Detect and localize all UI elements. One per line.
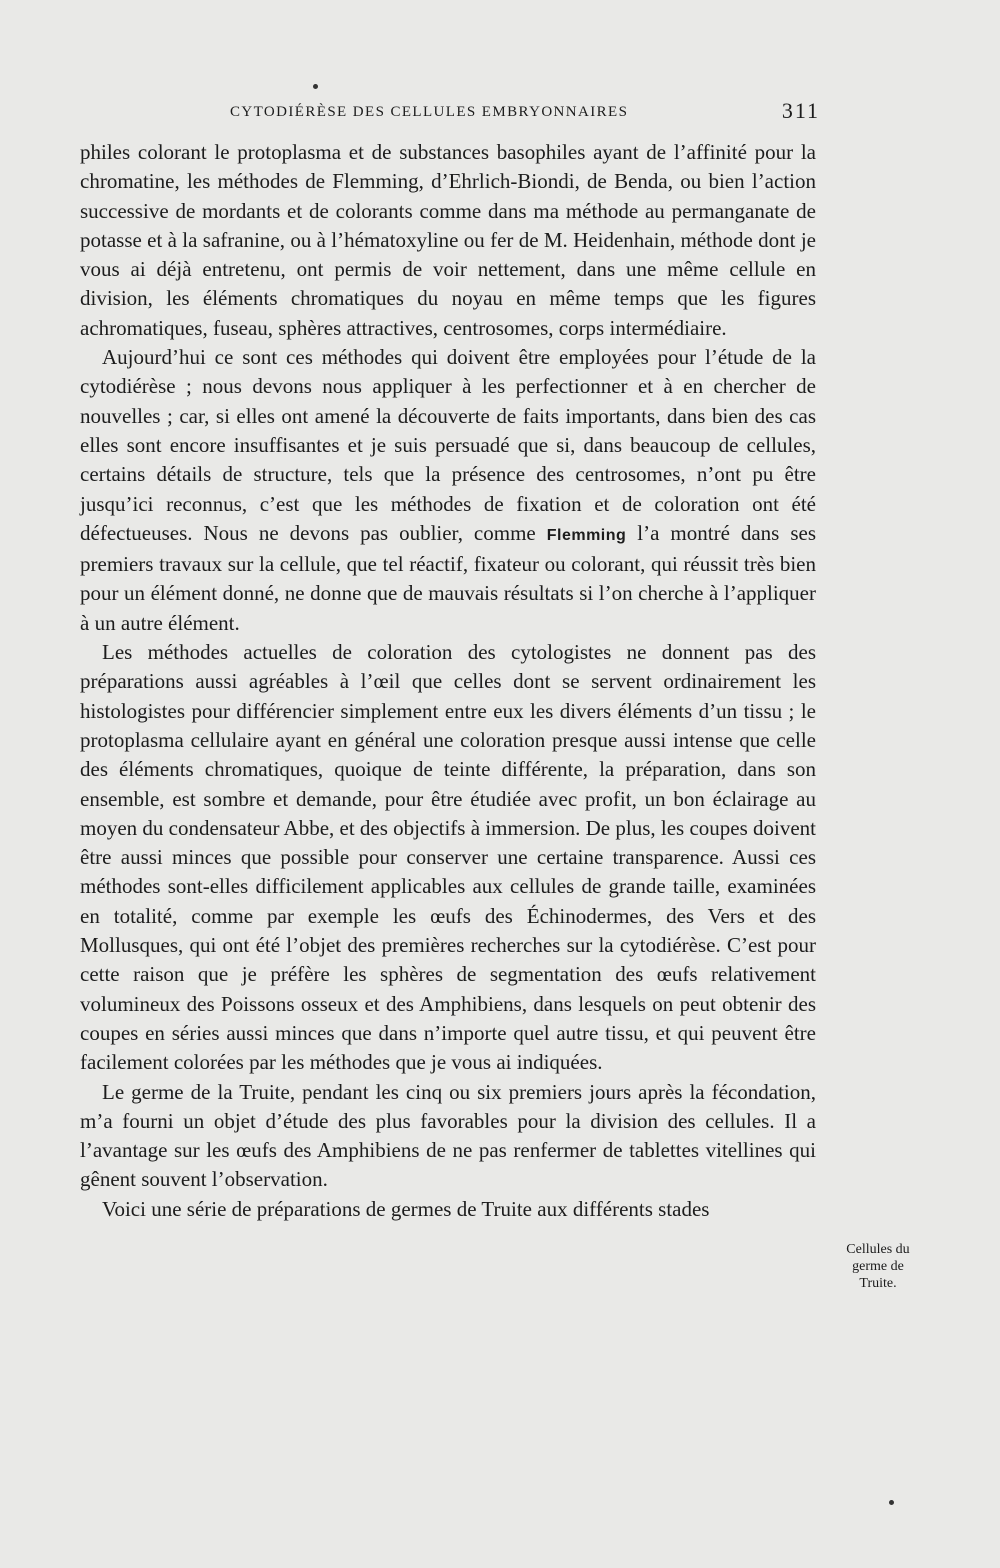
paragraph-2 <box>80 343 816 638</box>
paragraph-5: Voici une série de préparations de germes de Truite aux différents stades <box>102 1196 710 1221</box>
margin-note-line-3: Truite. <box>859 1276 897 1291</box>
paragraph-1: philes colorant le protoplasma et de substances basophiles ayant de l’affinité pour la chromatine, les méthodes de Flemming, d’Ehrlich-Biondi, de Benda, ou bien l’action successive de mordants et de colorants comme dans ma méthode au permanganate de potasse et à la safranine, ou à l’hématoxyline ou fer de M. Heidenhain, méthode dont je vous ai déjà entretenu, ont permis de voir nettement, dans une même cellule en division, les éléments chromatiques du noyau en même temps que les figures achromatiques, fuseau, sphères attractives, centrosomes, corps intermédiaire. <box>80 140 816 340</box>
paragraph-3: Les méthodes actuelles de coloration des cytologistes ne donnent pas des préparations aussi agréables à l’œil que celles dont se servent ordinairement les histologistes pour différencier simplement entre eux les divers éléments d’un tissu ; le protoplasma cellulaire ayant en général une coloration presque aussi intense que celle des éléments chromatiques, quoique de teinte différente, la préparation, dans son ensemble, est sombre et demande, pour être étudiée avec profit, un bon éclairage au moyen du condensateur Abbe, et des objectifs à immersion. De plus, les coupes doivent être aussi minces que possible pour conserver une certaine transparence. Aussi ces méthodes sont-elles difficilement applicables aux cellules de grande taille, examinées en totalité, comme par exemple les œufs des Échinodermes, des Vers et des Mollusques, qui ont été l’objet des premières recherches sur la cytodiérèse. C’est pour cette raison que je préfère les sphères de segmentation des œufs relativement volumineux des Poissons osseux et des Amphibiens, dans lesquels on peut obtenir des coupes en séries aussi minces que dans n’importe quel autre tissu, et qui peuvent être facilement colorées par les méthodes que je vous ai indiquées. <box>80 640 816 1075</box>
page-number: 311 <box>781 98 820 123</box>
paragraph-2-before: Aujourd’hui ce sont ces méthodes qui doivent être employées pour l’étude de la cytodiérèse ; nous devons nous appliquer à les perfectionner et à en chercher de nouvelles ; car, si elles ont amené la découverte de faits importants, dans bien des cas elles sont encore insuffisantes et je suis persuadé que si, dans beaucoup de cellules, certains détails de structure, tels que la présence des centrosomes, n’ont pu être jusqu’ici reconnus, c’est que les méthodes de fixation et de coloration ont été défectueuses. Nous ne devons pas oublier, comme <box>80 345 816 545</box>
paragraph-4: Le germe de la Truite, pendant les cinq ou six premiers jours après la fécondation, m’a fourni un objet d’étude des plus favorables pour la division des cellules. Il a l’avantage sur les œufs des Amphibiens de ne pas renfermer de tablettes vitellines qui gênent souvent l’observation. <box>80 1079 816 1192</box>
margin-note-line-2: germe de <box>852 1259 904 1274</box>
running-title: CYTODIÉRÈSE DES CELLULES EMBRYONNAIRES <box>230 104 629 120</box>
ink-speck <box>313 84 318 89</box>
paragraph-2-after: l’a montré dans ses premiers travaux sur la cellule, que tel réactif, fixateur ou colorant, qui réussit très bien pour un élément donné, ne donne que de mauvais résultats si l’on cherche à l’appliquer à un autre élément. <box>80 520 817 635</box>
body-text <box>80 138 816 1224</box>
ink-speck <box>889 1500 894 1505</box>
page-header <box>230 98 820 134</box>
margin-note <box>828 1241 928 1292</box>
author-name-flemming: Flemming <box>546 526 627 544</box>
margin-note-line-1: Cellules du <box>846 1242 910 1257</box>
